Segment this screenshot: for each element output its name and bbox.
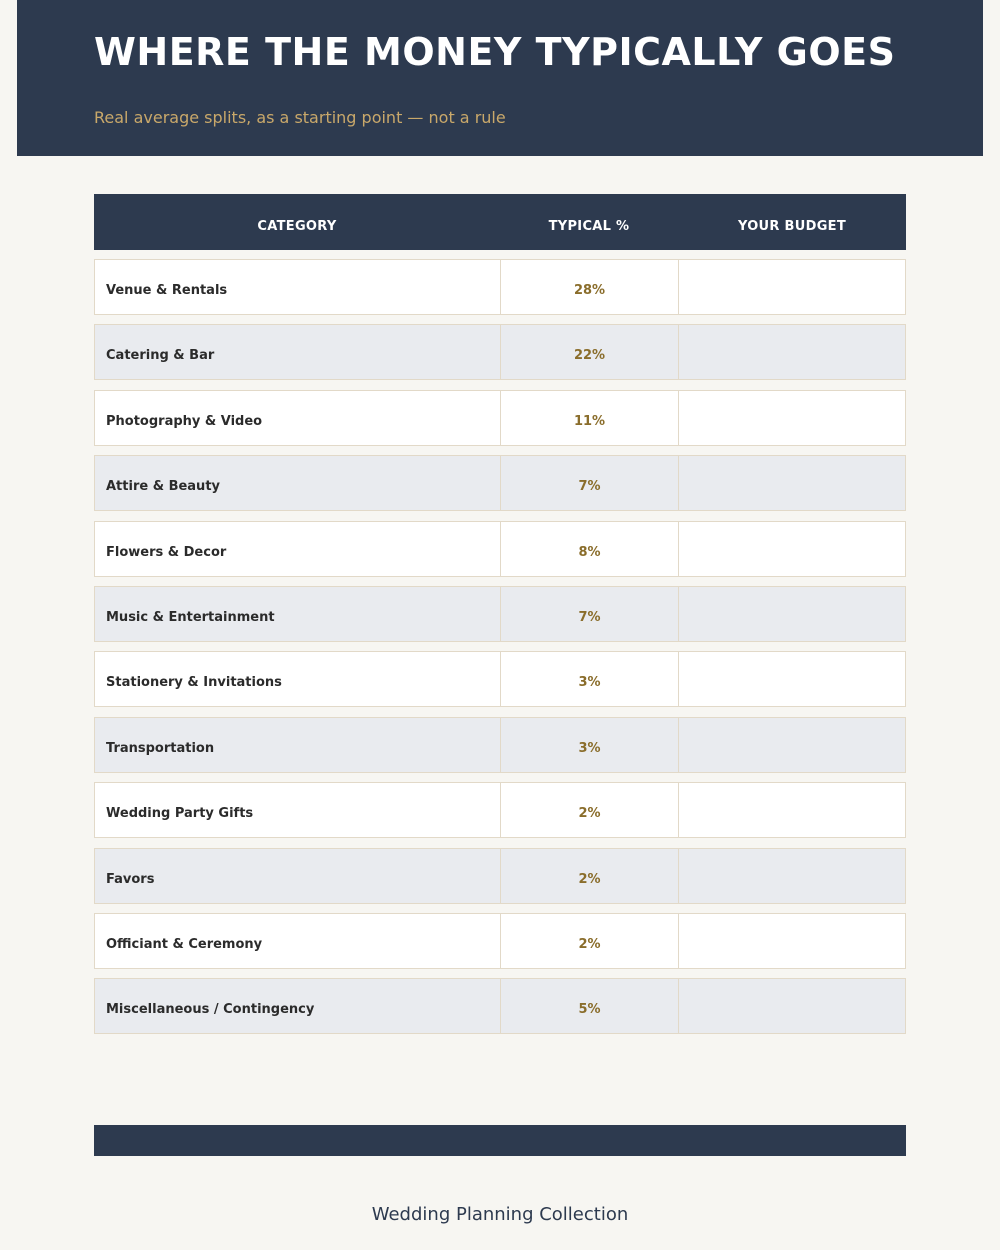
column-header-category: CATEGORY [257, 219, 337, 234]
category-cell: Wedding Party Gifts [94, 782, 501, 838]
budget-table-body [94, 259, 906, 1044]
category-cell: Officiant & Ceremony [94, 913, 501, 969]
table-row [94, 324, 906, 380]
category-cell: Catering & Bar [94, 324, 501, 380]
typical-percent-cell: 8% [500, 521, 679, 577]
category-cell: Music & Entertainment [94, 586, 501, 642]
page-header [17, 0, 983, 156]
typical-percent-cell: 11% [500, 390, 679, 446]
typical-percent-cell: 5% [500, 978, 679, 1034]
table-row [94, 586, 906, 642]
typical-percent-cell: 2% [500, 782, 679, 838]
category-cell: Flowers & Decor [94, 521, 501, 577]
typical-percent-cell: 22% [500, 324, 679, 380]
table-row [94, 390, 906, 446]
table-row [94, 651, 906, 707]
footer-bar [94, 1125, 906, 1156]
typical-percent-cell: 2% [500, 913, 679, 969]
typical-percent-cell: 3% [500, 651, 679, 707]
table-row [94, 978, 906, 1034]
column-header-typical-percent: TYPICAL % [548, 219, 630, 234]
category-cell: Attire & Beauty [94, 455, 501, 511]
table-row [94, 455, 906, 511]
your-budget-cell[interactable] [678, 913, 906, 969]
your-budget-cell[interactable] [678, 324, 906, 380]
your-budget-cell[interactable] [678, 848, 906, 904]
table-row [94, 521, 906, 577]
table-row [94, 782, 906, 838]
table-row [94, 259, 906, 315]
your-budget-cell[interactable] [678, 586, 906, 642]
your-budget-cell[interactable] [678, 782, 906, 838]
category-cell: Stationery & Invitations [94, 651, 501, 707]
typical-percent-cell: 7% [500, 455, 679, 511]
category-cell: Photography & Video [94, 390, 501, 446]
page-title: WHERE THE MONEY TYPICALLY GOES [94, 30, 896, 74]
typical-percent-cell: 28% [500, 259, 679, 315]
table-row [94, 848, 906, 904]
your-budget-cell[interactable] [678, 455, 906, 511]
column-header-your-budget: YOUR BUDGET [737, 219, 847, 234]
typical-percent-cell: 7% [500, 586, 679, 642]
category-cell: Favors [94, 848, 501, 904]
category-cell: Venue & Rentals [94, 259, 501, 315]
category-cell: Miscellaneous / Contingency [94, 978, 501, 1034]
your-budget-cell[interactable] [678, 717, 906, 773]
your-budget-cell[interactable] [678, 390, 906, 446]
your-budget-cell[interactable] [678, 651, 906, 707]
page-subtitle: Real average splits, as a starting point — not a rule [94, 108, 506, 127]
table-row [94, 913, 906, 969]
category-cell: Transportation [94, 717, 501, 773]
your-budget-cell[interactable] [678, 259, 906, 315]
typical-percent-cell: 2% [500, 848, 679, 904]
table-row [94, 717, 906, 773]
table-header [94, 194, 906, 250]
your-budget-cell[interactable] [678, 521, 906, 577]
typical-percent-cell: 3% [500, 717, 679, 773]
footer-text: Wedding Planning Collection [371, 1204, 629, 1225]
your-budget-cell[interactable] [678, 978, 906, 1034]
